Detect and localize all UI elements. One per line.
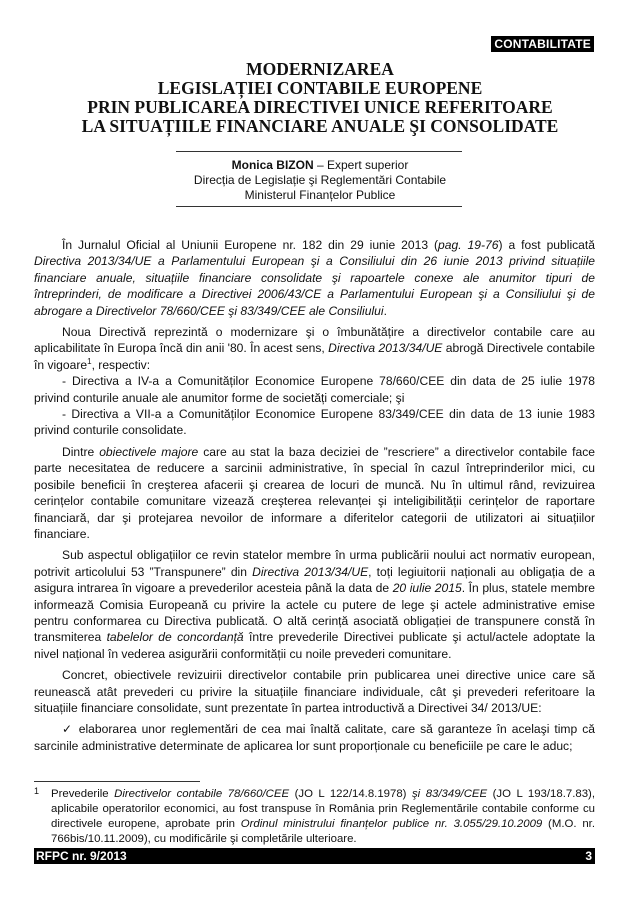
p2-text-a: Noua Directivă reprezintă o modernizare şi o îmbunătățire a directivelor contabile care au aplicabilitate în Europa încă din anii '80. În acest sens, xyxy=(34,325,595,356)
p4-text-e: . În plus, statele membre informează Comisia Europeană cu privire la actele cu putere de lege şi actele administrative emise pentru conformarea cu Directiva publicată. O altă cerință asociată obligației de transpunere constă în transmiterea xyxy=(34,581,595,645)
title-line-2: LEGISLAȚIEI CONTABILE EUROPENE xyxy=(157,78,483,98)
author-name: Monica BIZON xyxy=(231,158,314,172)
page-number: 3 xyxy=(585,849,592,863)
title-line-1: MODERNIZAREA xyxy=(246,59,394,79)
p2-text-d: , respectiv: xyxy=(91,357,151,372)
p2-text-c: abrogă Directivele contabile în vigoare xyxy=(34,341,595,372)
check-icon: ✓ xyxy=(62,722,74,737)
author-role: – Expert superior xyxy=(313,158,409,172)
paragraph-2 xyxy=(34,324,595,373)
footnote-text-e: (JO L 193/18.7.83), aplicabile operatorilor economici, au fost transpuse în România prin Reglementările contabile conforme cu directivele europene, aprobate prin xyxy=(51,788,595,830)
list-item-directive-vii: - Directiva a VII-a a Comunităților Economice Europene 83/349/CEE din data de 13 iunie 1983 privind conturile consolidate. xyxy=(34,407,595,438)
title-line-3: PRIN PUBLICAREA DIRECTIVEI UNICE REFERITOARE xyxy=(87,97,553,117)
p3-text-c: care au stat la baza deciziei de ”rescriere” a directivelor contabile face parte necesitatea de reducere a sarcinii administrative, în special în cazul întreprinderilor mici, cu posibile beneficii în creşterea afacerii şi crearea de locuri de muncă. Nu în ultimul rând, revizuirea cerințelor contabile comunitare vizează creşterea relevanței şi inteligibilității cerințelor de raportare financiară, dar şi protejarea nevoilor de informare a diferitelor categorii de utilizatori ai situațiilor financiare. xyxy=(34,444,595,541)
footnote-text-b: Directivelor contabile 78/660/CEE xyxy=(114,788,290,800)
paragraph-1 xyxy=(34,237,595,319)
p4-text-g: între prevederile Directivei publicate şi actul/actele adoptate la nivel național în vederea asigurării conformității cu noile prevederi comunitare. xyxy=(34,630,595,661)
author-block xyxy=(150,158,490,203)
footnote-text-f: Ordinul ministrului finanțelor publice nr. 3.055/29.10.2009 xyxy=(240,818,543,830)
section-tag: CONTABILITATE xyxy=(491,36,594,52)
p4-text-d: 20 iulie 2015 xyxy=(392,581,462,596)
p1-text-c: ) a fost publicată xyxy=(498,238,595,252)
footnote-text-c: (JO L 122/14.8.1978) xyxy=(289,788,412,800)
p1-text-d: Directiva 2013/34/UE a Parlamentului European şi a Consiliului din 26 iunie 2013 privind situațiile financiare anuale, situațiile financiare consolidate şi rapoartele conexe ale anumitor tipuri de întreprinderi, de modificare a Directivei 2006/43/CE a Parlamentului European şi a Consiliului şi de abrogare a Directivelor 78/660/CEE şi 83/349/CEE ale Consiliului xyxy=(34,254,595,318)
p6-text: elaborarea unor reglementări de cea mai înaltă calitate, care să garanteze în acelaşi timp că sarcinile administrative determinate de aplicarea lor sunt proporționale cu beneficiile pe care le aduc; xyxy=(34,722,595,753)
article-title xyxy=(30,60,610,136)
author-department: Direcția de Legislație şi Reglementări Contabile xyxy=(193,173,447,187)
footnote-text-a: Prevederile xyxy=(51,788,115,800)
p4-text-a: Sub aspectul obligațiilor ce revin statelor membre în urma publicării noului act normativ european, potrivit articolului 53 ”Transpunere” din xyxy=(34,548,595,579)
author-rule-bottom xyxy=(176,206,462,207)
p1-text-a: În Jurnalul Oficial al Uniunii Europene nr. 182 din 29 iunie 2013 ( xyxy=(62,238,439,252)
author-ministry: Ministerul Finanțelor Publice xyxy=(244,188,396,202)
footnote-text-g: (M.O. nr. 766bis/10.11.2009), cu modificările şi completările ulterioare. xyxy=(51,818,595,845)
footnote-number: 1 xyxy=(34,786,40,796)
footnote xyxy=(34,787,595,847)
p4-text-c: , toți legiuitorii naționali au obligația de a asigura intrarea în vigoare a prevederilor acesteia până la data de xyxy=(34,564,595,596)
p1-text-b: pag. 19-76 xyxy=(438,238,499,252)
paragraph-4 xyxy=(34,547,595,662)
p1-text-e: . xyxy=(383,303,387,318)
p4-text-f: tabelelor de concordanță xyxy=(106,630,244,645)
p3-text-a: Dintre xyxy=(62,444,100,459)
paragraph-6 xyxy=(34,721,595,754)
paragraph-5: Concret, obiectivele revizuirii directivelor contabile prin publicarea unei directive unice care să reunească atât prevederi cu privire la situațiile financiare individuale, cât şi prevederi referitoare la situațiile financiare consolidate, sunt prezentate în partea introductivă a Directivei 34/ 2013/UE: xyxy=(34,668,595,715)
page-footer xyxy=(34,848,595,864)
paragraph-3 xyxy=(34,444,595,542)
footnote-rule xyxy=(34,781,200,782)
title-line-4: LA SITUAȚIILE FINANCIARE ANUALE ŞI CONSOLIDATE xyxy=(81,116,559,136)
list-item-directive-iv: - Directiva a IV-a a Comunităților Economice Europene 78/660/CEE din data de 25 iulie 1978 privind conturile anuale ale anumitor forme de societăți comerciale; şi xyxy=(34,374,595,405)
footnote-ref[interactable]: 1 xyxy=(87,356,92,366)
author-line xyxy=(150,158,490,173)
article-body xyxy=(34,237,595,754)
p3-text-b: obiectivele majore xyxy=(99,444,199,459)
p2-text-b: Directiva 2013/34/UE xyxy=(328,341,443,356)
footnote-text-d: şi 83/349/CEE xyxy=(411,788,488,800)
author-rule-top xyxy=(176,151,462,152)
journal-issue: RFPC nr. 9/2013 xyxy=(36,849,127,863)
p4-text-b: Directiva 2013/34/UE xyxy=(252,564,369,579)
